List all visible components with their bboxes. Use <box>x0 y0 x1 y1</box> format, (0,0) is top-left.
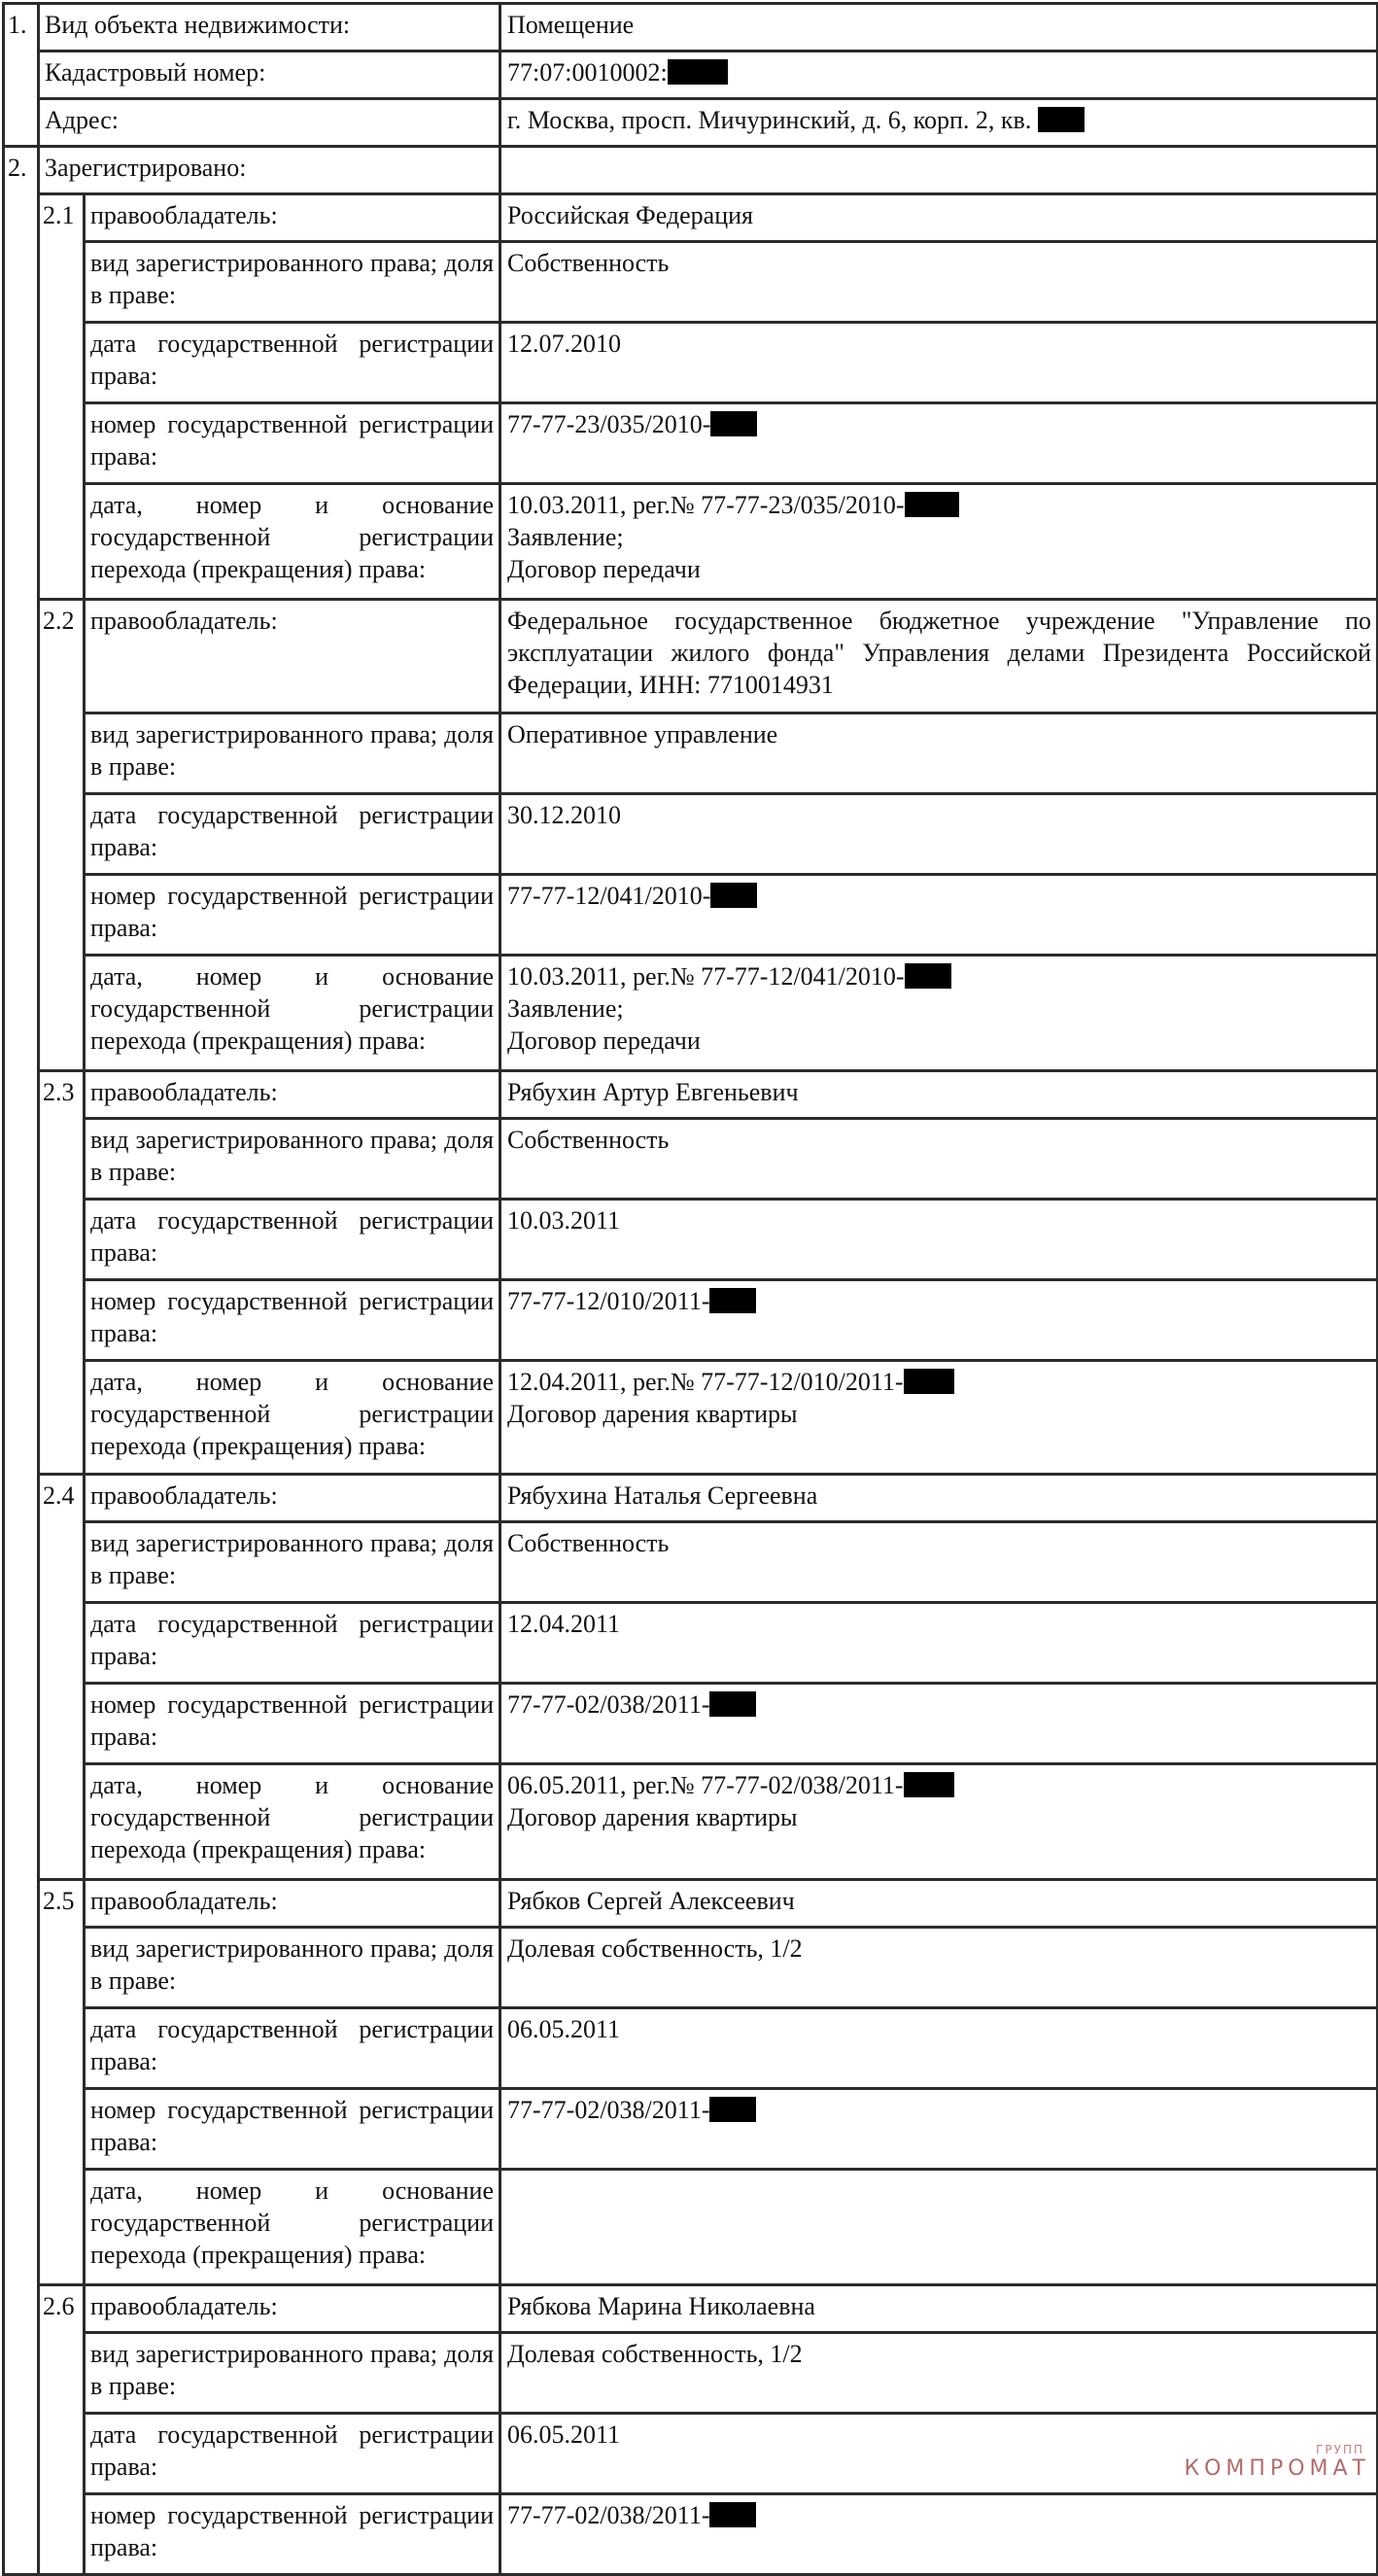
right-type-row <box>4 1522 1378 1603</box>
object-type-row <box>4 4 1378 52</box>
section-number: 1. <box>4 4 39 147</box>
holder-value: Российская Федерация <box>500 194 1378 242</box>
transfer-row <box>4 2170 1378 2285</box>
holder-row <box>4 600 1378 714</box>
holder-label: правообладатель: <box>85 600 500 714</box>
holder-row <box>4 1475 1378 1522</box>
reg-number-row <box>4 1280 1378 1361</box>
transfer-value: 06.05.2011, рег.№ 77-77-02/038/2011- Договор дарения квартиры <box>500 1764 1378 1880</box>
registered-value <box>500 147 1378 194</box>
reg-number-row <box>4 1684 1378 1764</box>
holder-value: Рябков Сергей Алексеевич <box>500 1880 1378 1928</box>
right-type-label: вид зарегистрированного права; доля в праве: <box>85 2333 500 2414</box>
right-type-label: вид зарегистрированного права; доля в праве: <box>85 242 500 323</box>
transfer-label: дата, номер и основание государственной регистрации перехода (прекращения) права: <box>85 956 500 1071</box>
holder-value: Рябкова Марина Николаевна <box>500 2285 1378 2333</box>
right-type-label: вид зарегистрированного права; доля в праве: <box>85 1522 500 1603</box>
transfer-value: 10.03.2011, рег.№ 77-77-12/041/2010- Заявление; Договор передачи <box>500 956 1378 1071</box>
reg-number-label: номер государственной регистрации права: <box>85 403 500 484</box>
holder-label: правообладатель: <box>85 1475 500 1522</box>
watermark-logo: ГРУПП КОМПРОМАТ <box>1184 2443 1370 2481</box>
reg-number-row <box>4 403 1378 484</box>
registry-extract-table <box>2 2 1378 2576</box>
right-type-value: Долевая собственность, 1/2 <box>500 1928 1378 2008</box>
reg-date-row <box>4 794 1378 875</box>
cadastral-number-row <box>4 52 1378 99</box>
transfer-label: дата, номер и основание государственной регистрации перехода (прекращения) права: <box>85 1764 500 1880</box>
reg-number-value: 77-77-12/010/2011- <box>500 1280 1378 1361</box>
right-type-row <box>4 242 1378 323</box>
address-row <box>4 99 1378 147</box>
reg-date-row <box>4 323 1378 403</box>
redaction-bar <box>904 1369 954 1394</box>
transfer-value <box>500 2170 1378 2285</box>
address-value: г. Москва, просп. Мичуринский, д. 6, корп. 2, кв. <box>500 99 1378 147</box>
right-type-value: Собственность <box>500 1522 1378 1603</box>
reg-date-label: дата государственной регистрации права: <box>85 1200 500 1280</box>
reg-date-label: дата государственной регистрации права: <box>85 323 500 403</box>
redaction-bar <box>709 1288 756 1313</box>
redaction-bar <box>904 1772 954 1797</box>
reg-number-row <box>4 875 1378 956</box>
redaction-bar <box>709 1691 756 1717</box>
transfer-label: дата, номер и основание государственной регистрации перехода (прекращения) права: <box>85 484 500 600</box>
reg-date-label: дата государственной регистрации права: <box>85 794 500 875</box>
holder-row <box>4 1880 1378 1928</box>
transfer-row <box>4 956 1378 1071</box>
reg-number-value: 77-77-12/041/2010- <box>500 875 1378 956</box>
object-type-value: Помещение <box>500 4 1378 52</box>
reg-date-label: дата государственной регистрации права: <box>85 2414 500 2494</box>
redaction-bar <box>709 2097 756 2122</box>
section-number: 2. <box>4 147 39 2575</box>
right-type-value: Собственность <box>500 242 1378 323</box>
holder-row <box>4 194 1378 242</box>
right-type-row <box>4 2333 1378 2414</box>
reg-number-value: 77-77-02/038/2011- <box>500 2494 1378 2575</box>
reg-date-value: 30.12.2010 <box>500 794 1378 875</box>
redaction-bar <box>905 963 951 989</box>
holder-value: Рябухина Наталья Сергеевна <box>500 1475 1378 1522</box>
right-type-value: Собственность <box>500 1119 1378 1200</box>
transfer-label: дата, номер и основание государственной регистрации перехода (прекращения) права: <box>85 1361 500 1475</box>
reg-number-label: номер государственной регистрации права: <box>85 2089 500 2170</box>
object-type-label: Вид объекта недвижимости: <box>39 4 500 52</box>
subsection-number: 2.5 <box>39 1880 85 2285</box>
reg-date-value: 06.05.2011 <box>500 2008 1378 2089</box>
right-type-label: вид зарегистрированного права; доля в праве: <box>85 714 500 794</box>
reg-number-row <box>4 2494 1378 2575</box>
subsection-number: 2.6 <box>39 2285 85 2575</box>
reg-number-label: номер государственной регистрации права: <box>85 2494 500 2575</box>
subsection-number: 2.2 <box>39 600 85 1071</box>
right-type-row <box>4 1119 1378 1200</box>
right-type-row <box>4 1928 1378 2008</box>
right-type-value: Долевая собственность, 1/2 <box>500 2333 1378 2414</box>
transfer-row <box>4 1764 1378 1880</box>
transfer-label: дата, номер и основание государственной регистрации перехода (прекращения) права: <box>85 2170 500 2285</box>
reg-date-value: 10.03.2011 <box>500 1200 1378 1280</box>
subsection-number: 2.3 <box>39 1071 85 1475</box>
right-type-label: вид зарегистрированного права; доля в праве: <box>85 1928 500 2008</box>
reg-date-value: 12.04.2011 <box>500 1603 1378 1684</box>
transfer-value: 12.04.2011, рег.№ 77-77-12/010/2011- Договор дарения квартиры <box>500 1361 1378 1475</box>
redaction-bar <box>905 492 959 517</box>
right-type-row <box>4 714 1378 794</box>
reg-number-value: 77-77-23/035/2010- <box>500 403 1378 484</box>
transfer-row <box>4 484 1378 600</box>
reg-number-label: номер государственной регистрации права: <box>85 1280 500 1361</box>
redaction-bar <box>710 883 757 908</box>
holder-row <box>4 1071 1378 1119</box>
reg-date-row <box>4 2008 1378 2089</box>
holder-value: Федеральное государственное бюджетное учреждение "Управление по эксплуатации жилого фонда" Управления делами Президента Российской Федерации, ИНН: 7710014931 <box>500 600 1378 714</box>
reg-date-label: дата государственной регистрации права: <box>85 2008 500 2089</box>
transfer-row <box>4 1361 1378 1475</box>
reg-date-row <box>4 1603 1378 1684</box>
reg-date-value: 06.05.2011 <box>500 2414 1378 2494</box>
transfer-value: 10.03.2011, рег.№ 77-77-23/035/2010- Заявление; Договор передачи <box>500 484 1378 600</box>
reg-number-label: номер государственной регистрации права: <box>85 1684 500 1764</box>
reg-date-row <box>4 2414 1378 2494</box>
reg-date-label: дата государственной регистрации права: <box>85 1603 500 1684</box>
holder-label: правообладатель: <box>85 1880 500 1928</box>
reg-date-value: 12.07.2010 <box>500 323 1378 403</box>
reg-number-row <box>4 2089 1378 2170</box>
subsection-number: 2.1 <box>39 194 85 600</box>
redaction-bar <box>709 2502 756 2527</box>
reg-number-label: номер государственной регистрации права: <box>85 875 500 956</box>
holder-label: правообладатель: <box>85 1071 500 1119</box>
reg-number-value: 77-77-02/038/2011- <box>500 2089 1378 2170</box>
address-label: Адрес: <box>39 99 500 147</box>
holder-label: правообладатель: <box>85 194 500 242</box>
subsection-number: 2.4 <box>39 1475 85 1880</box>
redaction-bar <box>710 411 757 436</box>
right-type-label: вид зарегистрированного права; доля в праве: <box>85 1119 500 1200</box>
reg-number-value: 77-77-02/038/2011- <box>500 1684 1378 1764</box>
registered-label: Зарегистрировано: <box>39 147 500 194</box>
right-type-value: Оперативное управление <box>500 714 1378 794</box>
cadastral-number-label: Кадастровый номер: <box>39 52 500 99</box>
holder-label: правообладатель: <box>85 2285 500 2333</box>
holder-value: Рябухин Артур Евгеньевич <box>500 1071 1378 1119</box>
holder-row <box>4 2285 1378 2333</box>
registered-row <box>4 147 1378 194</box>
redaction-bar <box>1038 107 1085 132</box>
cadastral-number-value: 77:07:0010002: <box>500 52 1378 99</box>
reg-date-row <box>4 1200 1378 1280</box>
redaction-bar <box>668 59 728 85</box>
